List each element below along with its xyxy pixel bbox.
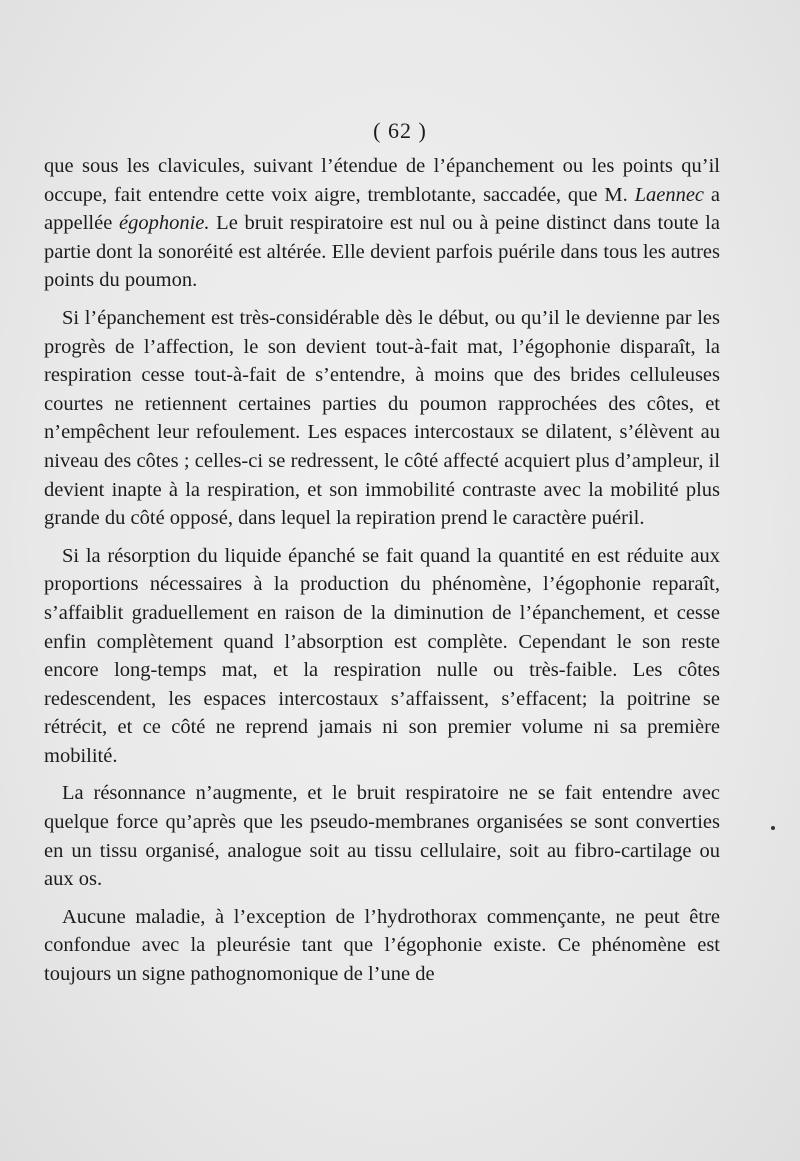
text-run: Si l’épanchement est très-considérable dès le début, ou qu’il le devienne par les progrès de l’affection, le son devient tout-à-fait mat, l’égophonie disparaît, la respiration cesse tout-à-fait de s’entendre, à moins que des brides celluleuses courtes ne retiennent certaines parties du poumon rapprochées des côtes, et n’empêchent leur refoulement. Les espaces intercostaux se dilatent, s’élèvent au niveau des côtes ; celles-ci se redressent, le côté affecté acquiert plus d’ampleur, il devient inapte à la respiration, et son immobilité contraste avec la mobilité plus grande du côté opposé, dans lequel la repiration prend le caractère puéril. xyxy=(44,306,720,530)
text-run: Le bruit respiratoire est nul ou à peine distinct dans toute la partie dont la sonoréité est altérée. Elle devient parfois puérile dans tous les autres points du poumon. xyxy=(44,212,720,292)
paragraph-gap xyxy=(44,894,720,903)
paragraph-2 xyxy=(44,304,720,533)
paragraph-gap xyxy=(44,770,720,779)
paragraph-4 xyxy=(44,779,720,893)
ink-speck xyxy=(771,826,775,830)
text-run: Si la résorption du liquide épanché se fait quand la quantité en est réduite aux proportions nécessaires à la production du phénomène, l’égophonie reparaît, s’affaiblit graduellement en raison de la diminution de l’épanchement, et cesse enfin complètement quand l’absorption est complète. Cependant le son reste encore long-temps mat, et la respiration nulle ou très-faible. Les côtes redescendent, les espaces intercostaux s’affaissent, s’effacent; la poitrine se rétrécit, et ce côté ne reprend jamais ni son premier volume ni sa première mobilité. xyxy=(44,544,720,767)
italic-name-laennec: Laennec xyxy=(634,183,705,206)
paragraph-5 xyxy=(44,903,720,989)
page-number: ( 62 ) xyxy=(373,118,427,143)
italic-term-egophonie: égophonie. xyxy=(118,212,210,235)
paragraph-gap xyxy=(44,295,720,304)
text-run: que sous les clavicules, suivant l’étendue de l’épanchement ou les points qu’il occupe, fait entendre cette voix aigre, tremblotante, saccadée, que M. xyxy=(44,155,720,206)
text-run: La résonnance n’augmente, et le bruit respiratoire ne se fait entendre avec quelque force qu’après que les pseudo-membranes organisées se sont converties en un tissu organisé, analogue soit au tissu cellulaire, soit au fibro-cartilage ou aux os. xyxy=(44,782,720,891)
text-run: a appellée xyxy=(44,183,720,235)
paragraph-3 xyxy=(44,542,720,771)
paragraph-1 xyxy=(44,152,720,295)
paragraph-gap xyxy=(44,533,720,542)
body-text xyxy=(44,152,720,989)
text-run: Aucune maladie, à l’exception de l’hydrothorax commençante, ne peut être confondue avec la pleurésie tant que l’égophonie existe. Ce phénomène est toujours un signe pathognomonique de l’une de xyxy=(44,905,720,986)
